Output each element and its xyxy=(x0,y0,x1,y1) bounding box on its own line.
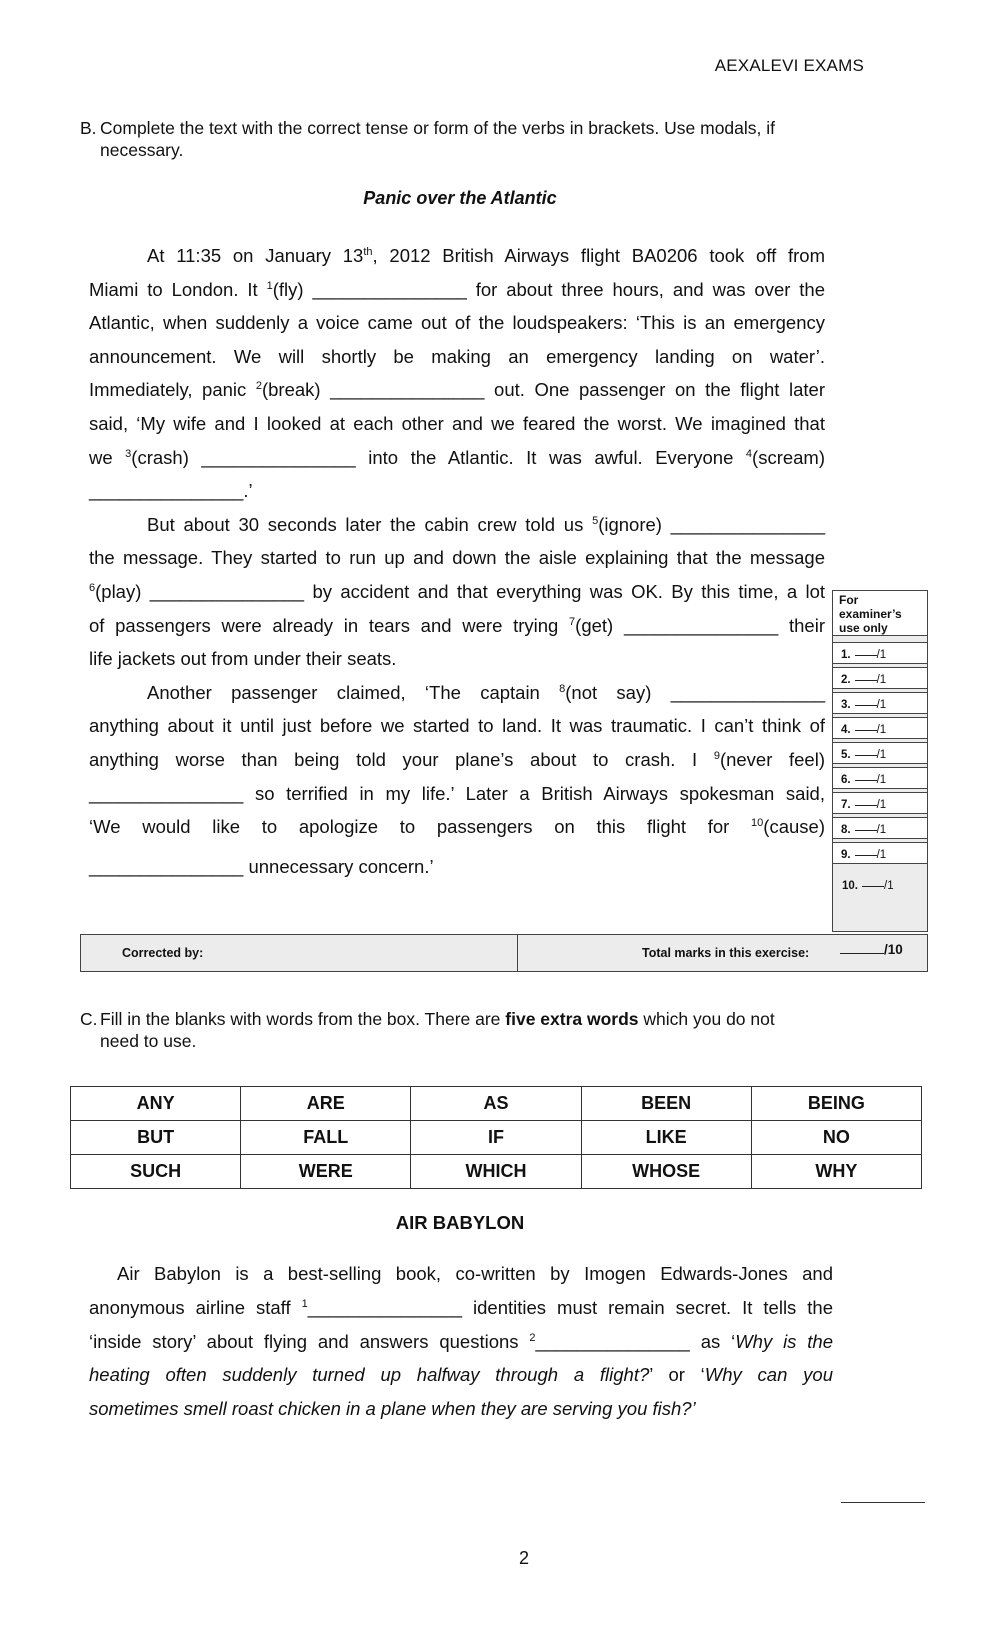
word-cell: FALL xyxy=(241,1121,411,1155)
table-row xyxy=(71,1121,922,1155)
examiner-row[interactable]: 1. /1 xyxy=(832,642,928,664)
passage-title: Panic over the Atlantic xyxy=(363,188,557,208)
passage-line: Air Babylon is a best-selling book, co-written by Imogen Edwards-Jones and xyxy=(117,1263,833,1284)
blank-c1[interactable]: _______________ xyxy=(307,1296,463,1318)
passage-line: anything worse than being told your plane’s about to crash. I $^9$(never feel) xyxy=(89,748,825,770)
word-cell: AS xyxy=(411,1087,581,1121)
passage-line: said, ‘My wife and I looked at each other and we feared the worst. We imagined that xyxy=(89,412,825,434)
table-row xyxy=(71,1087,922,1121)
passage-line: At 11:35 on January 13th, 2012 British Airways flight BA0206 took off from xyxy=(147,245,825,266)
passage-line: Immediately, panic $^2$(break) _______________ out. One passenger on the flight later xyxy=(89,373,825,407)
passage-line: we $^3$(crash) _______________ into the Atlantic. It was awful. Everyone $^4$(scream) xyxy=(89,441,825,475)
examiner-row[interactable]: 3. /1 xyxy=(832,692,928,714)
examiner-box-header: For examiner’s use only xyxy=(832,590,928,636)
word-cell: LIKE xyxy=(581,1121,751,1155)
table-row xyxy=(71,1155,922,1189)
passage-line: announcement. We will shortly be making an emergency landing on water’. xyxy=(89,345,825,367)
blank-8[interactable]: _______________ xyxy=(670,681,826,703)
passage-line: Atlantic, when suddenly a voice came out of the loudspeakers: ‘This is an emergency xyxy=(89,312,825,334)
blank-5[interactable]: _______________ xyxy=(670,513,825,535)
blank-1[interactable]: _______________ xyxy=(312,278,467,300)
total-marks-label: Total marks in this exercise: xyxy=(642,946,810,960)
blank-c2[interactable]: _______________ xyxy=(535,1330,690,1352)
section-b-instruction xyxy=(80,117,840,161)
passage-line: the message. They started to run up and down the aisle explaining that the message xyxy=(89,547,825,569)
passage-line: Another passenger claimed, ‘The captain $^8$(not say) _______________ xyxy=(89,676,825,710)
word-cell: BEING xyxy=(751,1087,921,1121)
divider xyxy=(517,934,518,972)
examiner-row[interactable]: 6. /1 xyxy=(832,767,928,789)
blank-9[interactable]: _______________ xyxy=(89,782,244,804)
examiner-row[interactable]: 10. /1 xyxy=(832,866,928,906)
instruction-line: need to use. xyxy=(100,1031,197,1051)
examiner-row[interactable]: 2. /1 xyxy=(832,667,928,689)
word-cell: ARE xyxy=(241,1087,411,1121)
passage-line: _______________.’ xyxy=(89,474,825,508)
section-letter: C. xyxy=(80,1009,98,1029)
passage-line: anonymous airline staff $^1$_______________ identities must remain secret. It tells the xyxy=(89,1291,833,1325)
section-letter: B. xyxy=(80,118,97,138)
word-cell: BUT xyxy=(71,1121,241,1155)
word-cell: WHY xyxy=(751,1155,921,1189)
passage-c xyxy=(89,1257,833,1426)
passage-line: anything about it until just before we started to land. It was traumatic. I can’t think of xyxy=(89,715,825,737)
passage-line: _______________ so terrified in my life.’ Later a British Airways spokesman said, xyxy=(89,777,825,811)
examiner-row[interactable]: 4. /1 xyxy=(832,717,928,739)
blank-6[interactable]: _______________ xyxy=(149,580,305,602)
passage-line: heating often suddenly turned up halfway through a flight?’ or ‘Why can you xyxy=(89,1364,833,1386)
passage-line: of passengers were already in tears and were trying $^7$(get) _______________ their xyxy=(89,609,825,643)
word-cell: BEEN xyxy=(581,1087,751,1121)
passage-line: life jackets out from under their seats. xyxy=(89,648,397,670)
total-marks-field[interactable]: /10 xyxy=(840,942,903,957)
passage-line: Miami to London. It $^1$(fly) _______________ for about three hours, and was over the xyxy=(89,273,825,307)
corrected-by-label: Corrected by: xyxy=(122,946,204,960)
examiner-row[interactable]: 9. /1 xyxy=(832,842,928,864)
examiner-row[interactable]: 8. /1 xyxy=(832,817,928,839)
passage-line: $^6$(play) _______________ by accident and that everything was OK. By this time, a lot xyxy=(89,575,825,609)
exam-header: AEXALEVI EXAMS xyxy=(714,56,864,75)
passage-b xyxy=(89,239,825,883)
word-cell: IF xyxy=(411,1121,581,1155)
instruction-line: Complete the text with the correct tense or form of the verbs in brackets. Use modals, if xyxy=(100,118,776,138)
passage-line: But about 30 seconds later the cabin crew told us $^5$(ignore) _______________ xyxy=(89,508,825,542)
blank-4[interactable]: _______________ xyxy=(89,480,244,502)
word-cell: WERE xyxy=(241,1155,411,1189)
passage-line: ‘We would like to apologize to passengers on this flight for $^{10}$(cause) xyxy=(89,816,825,838)
passage-line: _______________ unnecessary concern.’ xyxy=(89,850,825,884)
examiner-row[interactable]: 7. /1 xyxy=(832,792,928,814)
blank-10[interactable]: _______________ xyxy=(89,855,244,877)
word-cell: WHOSE xyxy=(581,1155,751,1189)
passage-line: sometimes smell roast chicken in a plane when they are serving you fish?’ xyxy=(89,1398,696,1420)
blank-2[interactable]: _______________ xyxy=(330,379,485,401)
examiner-row[interactable]: 5. /1 xyxy=(832,742,928,764)
word-box-table xyxy=(70,1086,922,1189)
blank-7[interactable]: _______________ xyxy=(623,614,779,636)
passage-line: ‘inside story’ about flying and answers questions $^2$_______________ as ‘Why is the xyxy=(89,1325,833,1359)
word-cell: NO xyxy=(751,1121,921,1155)
word-cell: SUCH xyxy=(71,1155,241,1189)
instruction-line: necessary. xyxy=(100,140,184,160)
word-cell: WHICH xyxy=(411,1155,581,1189)
page-number: 2 xyxy=(519,1548,530,1568)
passage-title: AIR BABYLON xyxy=(395,1212,525,1233)
section-c-instruction: C. Fill in the blanks with words from the box. There are five extra words which you do not need to use. xyxy=(80,1008,840,1052)
blank-3[interactable]: _______________ xyxy=(201,446,356,468)
score-line xyxy=(841,1502,925,1503)
word-cell: ANY xyxy=(71,1087,241,1121)
